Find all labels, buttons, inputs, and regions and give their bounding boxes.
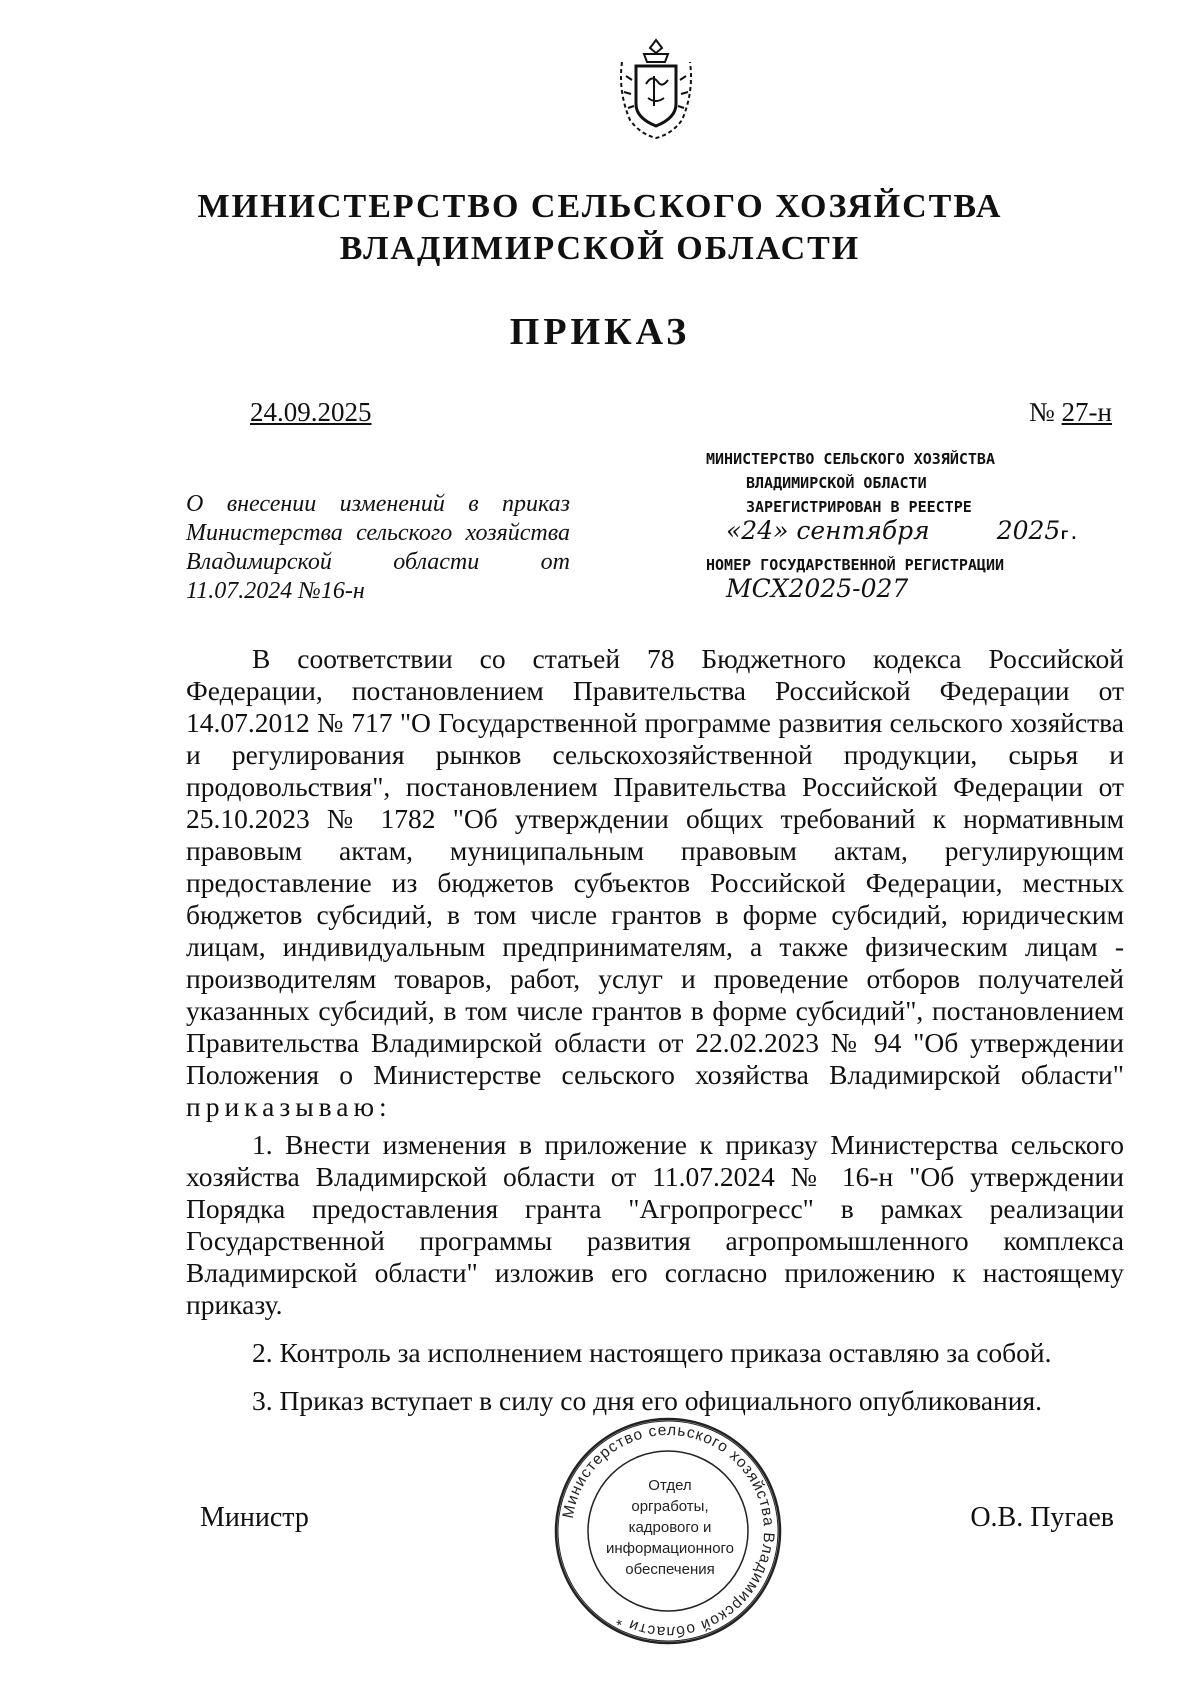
number-value: 27-н (1061, 397, 1112, 427)
number-prefix: № (1029, 397, 1062, 427)
reg-stamp-line-5: НОМЕР ГОСУДАРСТВЕННОЙ РЕГИСТРАЦИИ (706, 556, 1005, 574)
seal-line-4: информационного (605, 1540, 735, 1557)
preamble-text: В соответствии со статьей 78 Бюджетного кодекса Российской Федерации, постановлением Правительства Российской Федерации от 14.07.2012 № 717 "О Государственной программе развития сельского хозяйства и регулирования рынков сельскохозяйственной продукции, сырья и продовольствия", постановлением Правительства Российской Федерации от 25.10.2023 № 1782 "Об утверждении общих требований к нормативным правовым актам, муниципальным правовым актам, регулирующим предоставление из бюджетов субъектов Российской Федерации, местных бюджетов субсидий, в том числе грантов в форме субсидий, юридическим лицам, индивидуальным предпринимателям, а также физическим лицам - производителям товаров, работ, услуг и проведение отборов получателей указанных субсидий, в том числе грантов в форме субсидий", постановлением Правительства Владимирской области от 22.02.2023 № 94 "Об утверждении Положения о Министерстве сельского хозяйства Владимирской области" (186, 643, 1124, 1090)
reg-stamp-line-1: МИНИСТЕРСТВО СЕЛЬСКОГО ХОЗЯЙСТВА (706, 450, 995, 468)
seal-ring-textpath: Министерство сельского хозяйства Владимирской области * (559, 1421, 778, 1641)
ministry-name (0, 186, 1200, 270)
document-date: 24.09.2025 (250, 397, 372, 427)
signer-name: О.В. Пугаев (970, 1502, 1114, 1533)
reg-stamp-line-3: ЗАРЕГИСТРИРОВАН В РЕЕСТРЕ (746, 498, 972, 516)
seal-line-2: оргработы, (631, 1498, 709, 1515)
reg-number-line (706, 574, 1066, 611)
document-subject: О внесении изменений в приказ Министерства сельского хозяйства Владимирской области от 11.07.2024 №16-н (186, 491, 570, 604)
reg-handwritten-year: 2025 (996, 516, 1061, 545)
item-1-paragraph: 1. Внести изменения в приложение к приказу Министерства сельского хозяйства Владимирской области от 11.07.2024 № 16-н "Об утверждении Порядка предоставления гранта "Агропрогресс" в рамках реализации Государственной программы развития агропромышленного комплекса Владимирской области" изложив его согласно приложению к настоящему приказу. (186, 1129, 1124, 1320)
preamble-paragraph (186, 643, 1124, 1123)
item-3-paragraph: 3. Приказ вступает в силу со дня его официального опубликования. (252, 1385, 1043, 1416)
signer-position: Министр (200, 1502, 309, 1533)
reg-handwritten-date: «24» сентября (726, 516, 930, 545)
reg-handwritten-number: МСХ2025-027 (726, 574, 909, 603)
document-body (186, 643, 1124, 1433)
seal-center-text (600, 1475, 740, 1580)
registration-stamp (706, 447, 1079, 611)
ministry-line-2: ВЛАДИМИРСКОЙ ОБЛАСТИ (339, 230, 861, 267)
reg-stamp-date-line (706, 516, 1079, 553)
seal-line-5: обеспечения (625, 1561, 715, 1578)
document-number (1029, 397, 1112, 428)
document-type-title: ПРИКАЗ (509, 311, 691, 353)
seal-line-3: кадрового и (628, 1519, 712, 1536)
order-word: приказываю: (186, 1091, 392, 1122)
seal-line-1: Отдел (648, 1477, 692, 1494)
ministry-line-1: МИНИСТЕРСТВО СЕЛЬСКОГО ХОЗЯЙСТВА (197, 188, 1003, 225)
item-2-paragraph: 2. Контроль за исполнением настоящего приказа оставляю за собой. (252, 1337, 1052, 1368)
reg-year-suffix: г. (1060, 525, 1079, 543)
coat-of-arms-emblem (614, 36, 698, 142)
reg-stamp-line-2: ВЛАДИМИРСКОЙ ОБЛАСТИ (746, 474, 927, 492)
